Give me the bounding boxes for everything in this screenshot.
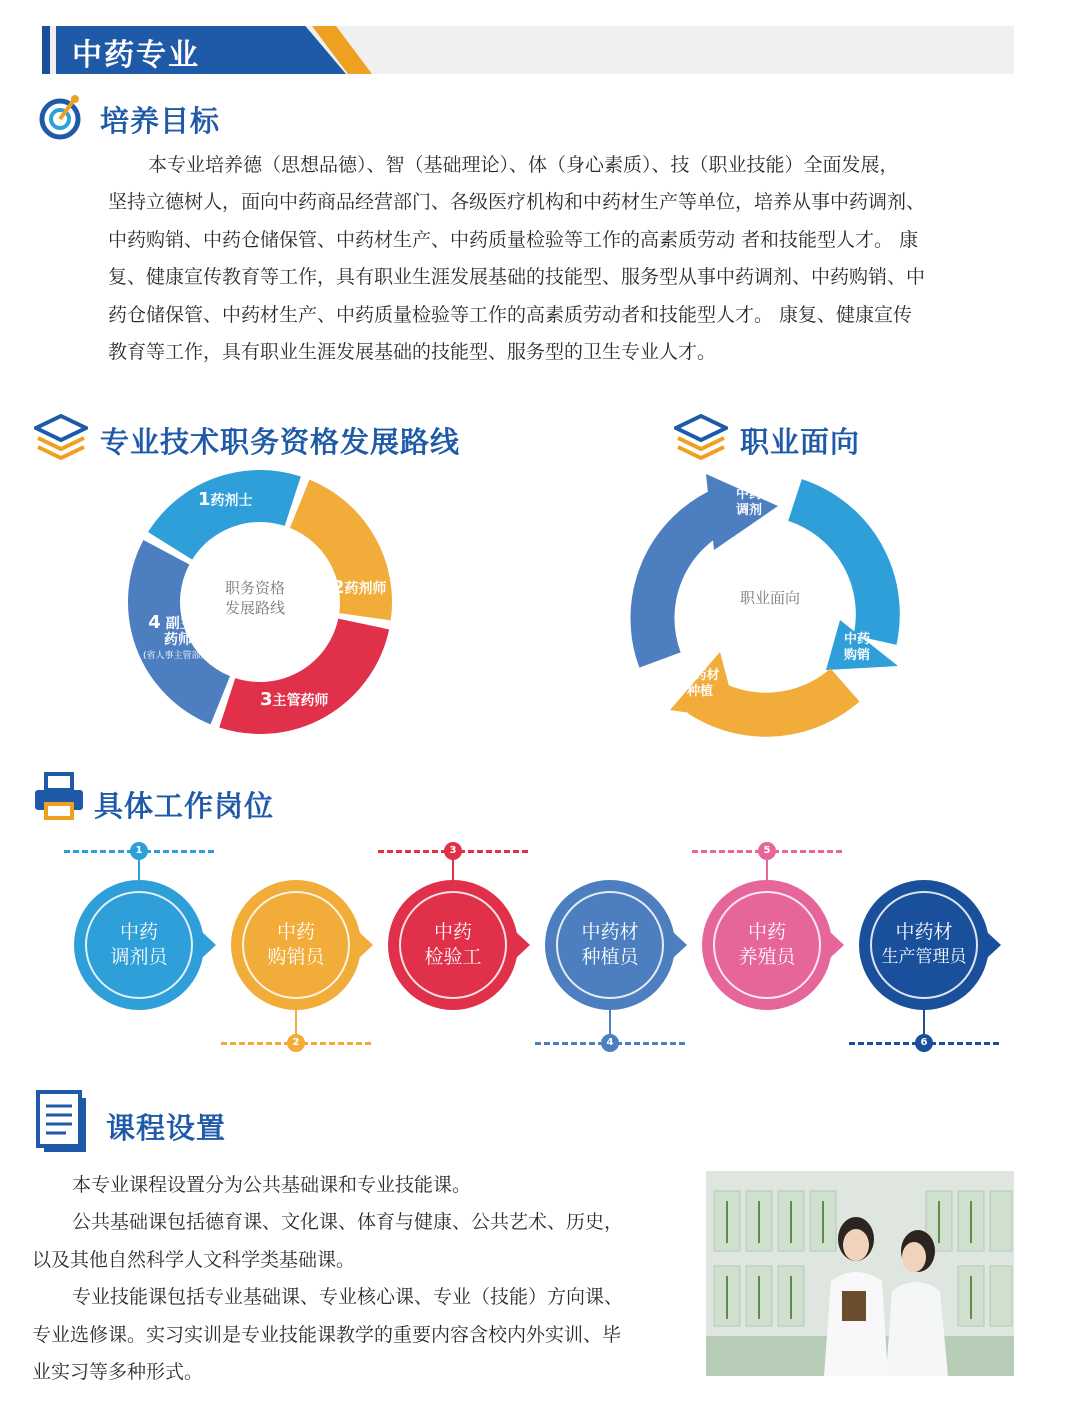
job-label-line: 养殖员 bbox=[738, 946, 796, 968]
job-number-badge: 6 bbox=[915, 1034, 933, 1052]
job-label-line: 中药 bbox=[433, 921, 472, 943]
route-title: 专业技术职务资格发展路线 bbox=[100, 425, 461, 459]
job-arrow-icon bbox=[830, 932, 844, 958]
route-step-1: 1药剂士 bbox=[198, 489, 253, 510]
job-circle bbox=[74, 880, 204, 1010]
career-center-label: 职业面向 bbox=[739, 589, 800, 607]
route-step-3: 3主管药师 bbox=[260, 689, 329, 710]
job-number-badge: 2 bbox=[287, 1034, 305, 1052]
job-label-line: 中药材 bbox=[895, 921, 953, 943]
job-label bbox=[558, 920, 662, 970]
courses-line: 专业技能课包括专业基础课、专业核心课、专业（技能）方向课、 bbox=[72, 1286, 624, 1309]
job-label bbox=[87, 920, 191, 970]
job-label bbox=[401, 920, 505, 970]
job-inner-ring bbox=[713, 891, 821, 999]
route-center-line: 发展路线 bbox=[224, 599, 285, 617]
job-inner-ring bbox=[242, 891, 350, 999]
goal-line: 本专业培养德（思想品德）、智（基础理论）、体（身心素质）、技（职业技能）全面发展， bbox=[148, 154, 899, 176]
job-number-badge: 5 bbox=[758, 842, 776, 860]
jobs-title: 具体工作岗位 bbox=[94, 789, 275, 823]
goal-line: 中药购销、中药仓储保管、中药材生产、中药质量检验等工作的高素质劳动 者和技能型人才。 康 bbox=[108, 228, 919, 251]
banner-accent-bar bbox=[42, 26, 50, 74]
courses-line: 公共基础课包括德育课、文化课、体育与健康、公共艺术、历史， bbox=[72, 1211, 624, 1234]
target-icon bbox=[38, 94, 84, 140]
career-item-planting: 中药材 种植 bbox=[680, 668, 720, 699]
courses-line: 业实习等多种形式。 bbox=[32, 1361, 204, 1384]
job-circle bbox=[231, 880, 361, 1010]
goal-paragraph bbox=[108, 147, 1038, 371]
job-number-badge: 3 bbox=[444, 842, 462, 860]
career-title: 职业面向 bbox=[740, 425, 861, 459]
job-circle bbox=[859, 880, 989, 1010]
job-number-badge: 4 bbox=[601, 1034, 619, 1052]
job-arrow-icon bbox=[359, 932, 373, 958]
job-arrow-icon bbox=[202, 932, 216, 958]
job-label bbox=[244, 920, 348, 970]
job-inner-ring bbox=[556, 891, 664, 999]
courses-line: 本专业课程设置分为公共基础课和专业技能课。 bbox=[72, 1174, 472, 1196]
job-label-line: 中药 bbox=[276, 921, 315, 943]
courses-line: 专业选修课。实习实训是专业技能课教学的重要内容含校内外实训、毕 bbox=[32, 1323, 622, 1346]
career-item-dispensing: 中药 调剂 bbox=[735, 487, 762, 518]
goal-line: 药仓储保管、中药材生产、中药质量检验等工作的高素质劳动者和技能型人才。 康复、健康宣传 bbox=[108, 303, 913, 326]
route-center-label bbox=[210, 578, 300, 618]
job-inner-ring bbox=[399, 891, 507, 999]
courses-paragraph bbox=[32, 1167, 702, 1391]
job-label-line: 检验工 bbox=[424, 946, 482, 968]
job-circle bbox=[702, 880, 832, 1010]
job-label-line: 购销员 bbox=[267, 946, 325, 968]
job-label-line: 生产管理员 bbox=[881, 947, 967, 967]
job-arrow-icon bbox=[987, 932, 1001, 958]
job-arrow-icon bbox=[673, 932, 687, 958]
job-label-line: 调剂员 bbox=[110, 946, 168, 968]
route-step-2: 2药剂师 bbox=[332, 577, 387, 598]
job-label bbox=[715, 920, 819, 970]
route-arc-2 bbox=[300, 504, 366, 617]
layers-icon bbox=[34, 414, 88, 460]
job-inner-ring bbox=[85, 891, 193, 999]
goal-line: 教育等工作，具有职业生涯发展基础的技能型、服务型的卫生专业人才。 bbox=[108, 341, 717, 364]
courses-line: 以及其他自然科学人文科学类基础课。 bbox=[32, 1248, 356, 1271]
layers-icon bbox=[674, 414, 728, 460]
job-number-badge: 1 bbox=[130, 842, 148, 860]
route-center-line: 职务资格 bbox=[224, 579, 285, 597]
job-inner-ring bbox=[870, 891, 978, 999]
goal-title: 培养目标 bbox=[100, 104, 221, 138]
route-step-4: 4 副主任 药师 (省人事主管部门) bbox=[142, 612, 214, 661]
courses-title: 课程设置 bbox=[106, 1111, 227, 1145]
printer-icon bbox=[32, 772, 86, 822]
goal-line: 复、健康宣传教育等工作，具有职业生涯发展基础的技能型、服务型从事中药调剂、中药购销、中 bbox=[108, 266, 926, 289]
job-label bbox=[872, 920, 976, 970]
goal-line: 坚持立德树人，面向中药商品经营部门、各级医疗机构和中药材生产等单位，培养从事中药调剂、 bbox=[108, 191, 926, 214]
lab-photo bbox=[706, 1171, 1014, 1376]
job-label-line: 中药 bbox=[119, 921, 158, 943]
page-title: 中药专业 bbox=[72, 38, 200, 73]
career-item-sales: 中药 购销 bbox=[843, 632, 870, 663]
job-arrow-icon bbox=[516, 932, 530, 958]
job-label-line: 中药材 bbox=[581, 921, 639, 943]
header-banner bbox=[42, 26, 1014, 74]
job-circle bbox=[545, 880, 675, 1010]
job-label-line: 种植员 bbox=[581, 946, 639, 968]
job-circle bbox=[388, 880, 518, 1010]
document-icon bbox=[36, 1090, 90, 1156]
job-label-line: 中药 bbox=[747, 921, 786, 943]
